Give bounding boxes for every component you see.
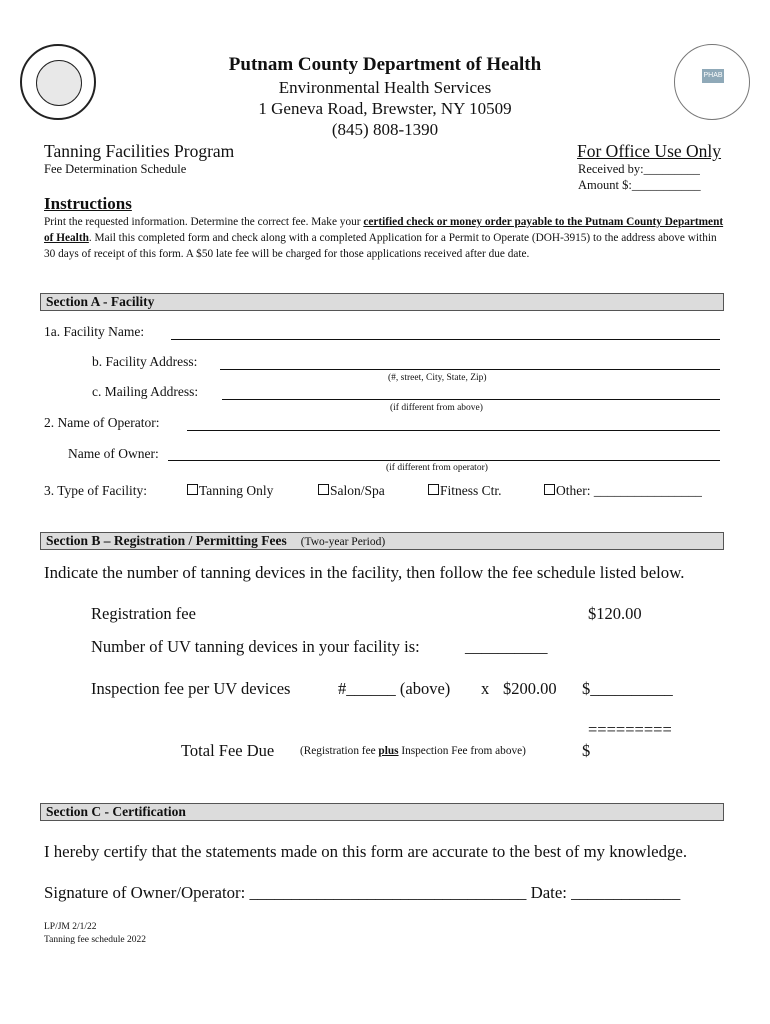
checkbox-icon	[318, 484, 329, 495]
department-address: 1 Geneva Road, Brewster, NY 10509	[258, 99, 512, 118]
received-by-field: Received by:_________	[578, 162, 700, 176]
office-use-title: For Office Use Only	[577, 141, 722, 161]
section-b-header: Section B – Registration / Permitting Fees (Two-year Period)	[40, 532, 724, 550]
facility-name-input[interactable]	[171, 339, 720, 340]
operator-input[interactable]	[187, 430, 720, 431]
device-count-label: Number of UV tanning devices in your facility is:	[91, 637, 420, 656]
facility-name-label: 1a. Facility Name:	[44, 324, 145, 339]
checkbox-icon	[187, 484, 198, 495]
form-code: LP/JM 2/1/22	[44, 922, 97, 932]
program-name: Tanning Facilities Program	[44, 141, 235, 161]
inspection-fee-label: Inspection fee per UV devices	[91, 679, 291, 698]
operator-label: 2. Name of Operator:	[44, 415, 160, 430]
checkbox-icon	[428, 484, 439, 495]
total-fee-input[interactable]: $	[582, 741, 591, 760]
registration-fee-label: Registration fee	[91, 604, 196, 623]
facility-address-hint: (#, street, City, State, Zip)	[388, 373, 487, 383]
instructions-heading: Instructions	[44, 194, 132, 213]
facility-type-label: 3. Type of Facility:	[44, 483, 148, 498]
schedule-name: Fee Determination Schedule	[44, 162, 187, 176]
section-b-intro: Indicate the number of tanning devices in the facility, then follow the fee schedule listed below.	[44, 563, 685, 582]
instructions-text: Print the requested information. Determine the correct fee. Make your certified check or money order payable to the Putnam County Department of Health. Mail this completed form and check along with a completed Application for a Permit to Operate (DOH-3915) to the address above within 30 days of receipt of this form. A $50 late fee will be charged for those applications received after due date.	[44, 216, 724, 260]
inspection-count-input[interactable]: #______ (above)	[338, 679, 451, 698]
amount-field: Amount $:___________	[578, 178, 701, 192]
facility-address-label: b. Facility Address:	[92, 354, 198, 369]
device-count-input[interactable]: __________	[465, 637, 548, 656]
fee-period: (Two-year Period)	[300, 536, 386, 548]
total-rule: =========	[588, 720, 672, 739]
inspection-total-input[interactable]: $__________	[582, 679, 673, 698]
department-title: Putnam County Department of Health	[228, 54, 542, 75]
owner-input[interactable]	[168, 460, 720, 461]
multiply-sign: x	[481, 679, 490, 698]
type-fitness-checkbox[interactable]: Fitness Ctr.	[428, 483, 502, 499]
checkbox-icon	[544, 484, 555, 495]
division-name: Environmental Health Services	[278, 78, 492, 97]
signature-date-line[interactable]: Signature of Owner/Operator: _________________________________ Date: _____________	[44, 883, 681, 902]
type-other-checkbox[interactable]: Other: ________________	[544, 483, 702, 499]
mailing-address-input[interactable]	[222, 399, 720, 400]
total-fee-label: Total Fee Due	[181, 741, 275, 760]
form-name: Tanning fee schedule 2022	[44, 935, 146, 945]
facility-address-input[interactable]	[220, 369, 720, 370]
department-phone: (845) 808-1390	[331, 120, 439, 139]
owner-label: Name of Owner:	[68, 446, 159, 461]
phab-badge: PHAB	[702, 69, 724, 83]
mailing-address-label: c. Mailing Address:	[92, 384, 199, 399]
total-fee-note: (Registration fee plus Inspection Fee from above)	[300, 745, 526, 757]
section-a-header: Section A - Facility	[40, 293, 724, 311]
section-c-header: Section C - Certification	[40, 803, 724, 821]
owner-hint: (if different from operator)	[386, 463, 488, 473]
mailing-address-hint: (if different from above)	[390, 403, 483, 413]
certification-statement: I hereby certify that the statements made on this form are accurate to the best of my knowledge.	[44, 842, 688, 861]
payable-to-emphasis: certified check or money order payable to the Putnam County Department of Health	[44, 216, 724, 244]
type-salon-spa-checkbox[interactable]: Salon/Spa	[318, 483, 385, 499]
inspection-rate: $200.00	[503, 679, 557, 698]
type-tanning-only-checkbox[interactable]: Tanning Only	[187, 483, 273, 499]
registration-fee-value: $120.00	[588, 604, 642, 623]
